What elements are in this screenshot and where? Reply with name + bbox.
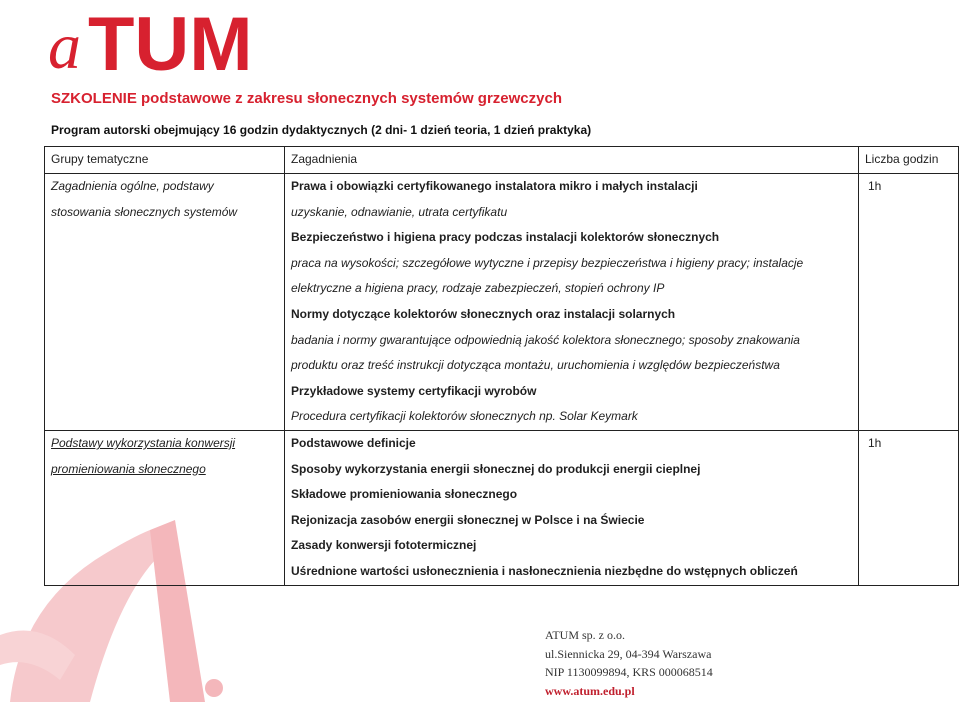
topic-heading: Zasady konwersji fototermicznej [291, 538, 477, 553]
topic-heading: Przykładowe systemy certyfikacji wyrobów [291, 383, 537, 398]
program-subtitle: Program autorski obejmujący 16 godzin dydaktycznych (2 dni- 1 dzień teoria, 1 dzień praktyka) [51, 123, 592, 137]
topic-detail: praca na wysokości; szczegółowe wytyczne i przepisy bezpieczeństwa i higieny pracy; instalacje [291, 255, 804, 270]
table-row [45, 430, 959, 585]
group-cell [45, 174, 285, 431]
topic-heading: Składowe promieniowania słonecznego [291, 487, 518, 502]
logo-letter-a: a [48, 10, 81, 74]
topic-detail: produktu oraz treść instrukcji dotycząca montażu, uruchomienia i względów bezpieczeństwa [291, 358, 780, 373]
training-program-table [44, 146, 959, 586]
hours-value: 1h [868, 179, 882, 193]
topic-heading: Podstawowe definicje [291, 435, 416, 450]
topic-detail: uzyskanie, odnawianie, utrata certyfikatu [291, 204, 508, 219]
group-line: Zagadnienia ogólne, podstawy [51, 179, 214, 193]
atum-logo [46, 2, 256, 74]
topic-detail: badania i normy gwarantujące odpowiednią jakość kolektora słonecznego; sposoby znakowania [291, 332, 800, 347]
company-website-link[interactable]: www.atum.edu.pl [545, 683, 635, 698]
header-topics: Zagadnienia [285, 147, 859, 174]
topic-detail: Procedura certyfikacji kolektorów słonecznych np. Solar Keymark [291, 409, 638, 424]
group-line: Podstawy wykorzystania konwersji [51, 435, 236, 450]
hours-value: 1h [868, 435, 882, 450]
header-groups: Grupy tematyczne [45, 147, 285, 174]
hours-cell [859, 430, 959, 585]
topic-heading: Rejonizacja zasobów energii słonecznej w Polsce i na Świecie [291, 512, 645, 527]
table-header-row [45, 147, 959, 174]
table-row [45, 174, 959, 431]
company-ids: NIP 1130099894, KRS 000068514 [545, 665, 713, 679]
topics-cell [285, 430, 859, 585]
company-footer [545, 626, 713, 700]
logo-letters-tum: TUM [88, 2, 253, 74]
topic-heading: Bezpieczeństwo i higiena pracy podczas instalacji kolektorów słonecznych [291, 230, 720, 245]
topic-heading: Uśrednione wartości usłonecznienia i nasłonecznienia niezbędne do wstępnych obliczeń [291, 563, 798, 578]
topics-cell [285, 174, 859, 431]
company-address: ul.Siennicka 29, 04-394 Warszawa [545, 646, 712, 661]
page-title: SZKOLENIE podstawowe z zakresu słonecznych systemów grzewczych [51, 90, 562, 107]
group-line: promieniowania słonecznego [51, 461, 206, 476]
topic-detail: elektryczne a higiena pracy, rodzaje zabezpieczeń, stopień ochrony IP [291, 281, 665, 296]
topic-heading: Normy dotyczące kolektorów słonecznych oraz instalacji solarnych [291, 306, 676, 321]
group-cell [45, 430, 285, 585]
header-hours: Liczba godzin [859, 147, 959, 174]
group-line: stosowania słonecznych systemów [51, 204, 238, 219]
hours-cell [859, 174, 959, 431]
topic-heading: Sposoby wykorzystania energii słonecznej do produkcji energii cieplnej [291, 461, 701, 476]
topic-heading: Prawa i obowiązki certyfikowanego instalatora mikro i małych instalacji [291, 179, 698, 193]
company-name: ATUM sp. z o.o. [545, 628, 625, 642]
